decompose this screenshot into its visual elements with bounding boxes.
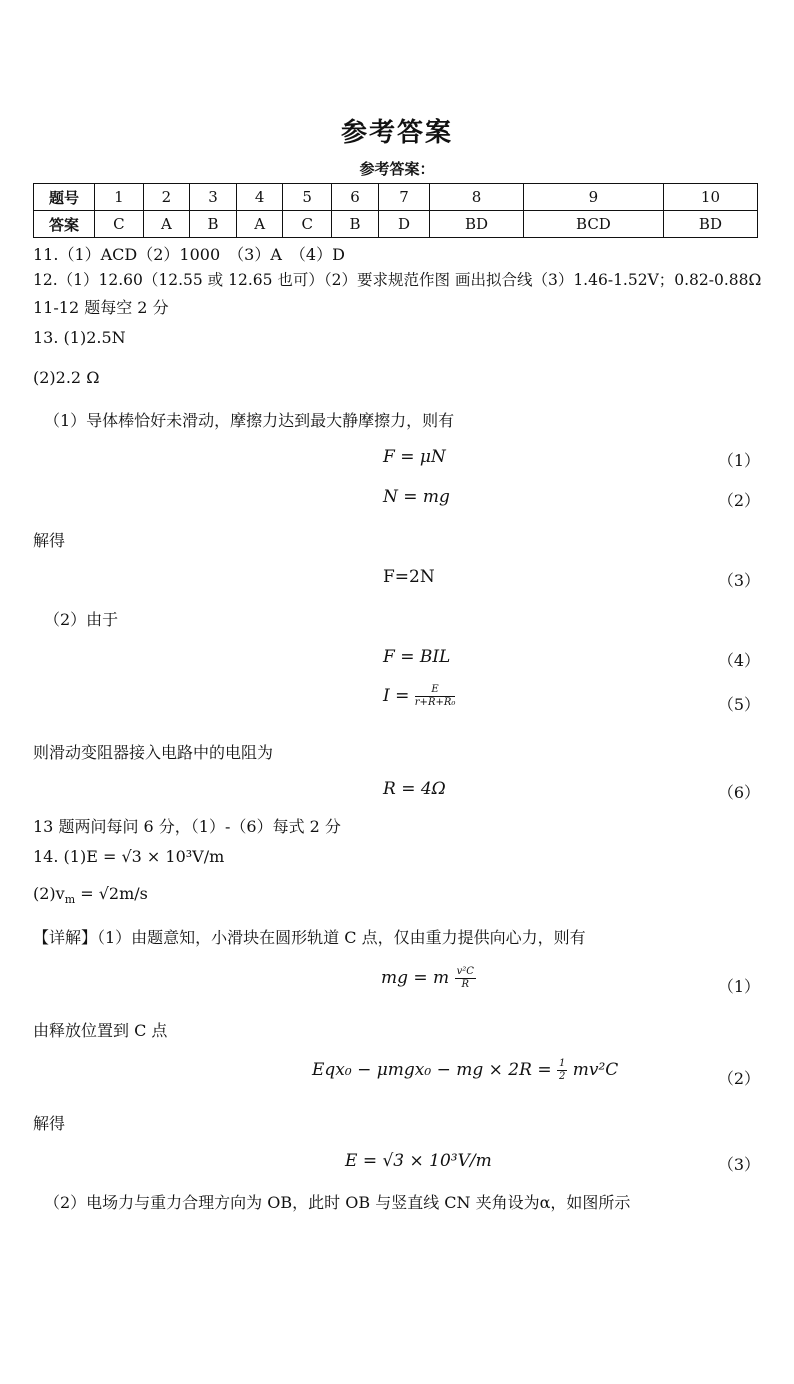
solve-label: 解得 [33, 531, 66, 550]
equation: F=2N [383, 567, 435, 587]
equation: E = √3 × 10³V/m [345, 1151, 492, 1171]
solution-text: 则滑动变阻器接入电路中的电阻为 [33, 743, 274, 762]
table-cell: 7 [379, 184, 430, 211]
row-header-answer: 答案 [34, 211, 95, 238]
table-cell: 1 [95, 184, 144, 211]
table-cell: BD [429, 211, 523, 238]
table-cell: C [283, 211, 332, 238]
fraction-denominator: R [461, 979, 470, 990]
equation-left: I = [383, 686, 410, 706]
answer-table [33, 183, 758, 238]
solution-text: （1）导体棒恰好未滑动，摩擦力达到最大静摩擦力，则有 [44, 411, 455, 430]
table-cell: A [143, 211, 189, 238]
equation-fraction [312, 1058, 618, 1083]
table-cell: 2 [143, 184, 189, 211]
equation-number: （1） [717, 977, 760, 996]
table-cell: 5 [283, 184, 332, 211]
solution-text: （2）电场力与重力合理方向为 OB，此时 OB 与竖直线 CN 夹角设为α，如图所示 [44, 1193, 631, 1212]
table-cell: B [190, 211, 237, 238]
equation-number: （2） [717, 1069, 760, 1088]
equation-number: （1） [717, 451, 760, 470]
solve-label: 解得 [33, 1114, 66, 1133]
fraction [415, 684, 456, 709]
score-note-q13: 13 题两问每问 6 分，（1）-（6）每式 2 分 [33, 817, 341, 836]
equation: F = BIL [383, 647, 451, 667]
equation-fraction [381, 966, 476, 991]
table-cell: 6 [332, 184, 379, 211]
table-cell: 4 [237, 184, 283, 211]
velocity-value: = √2m/s [75, 884, 148, 903]
equation-number: （4） [717, 651, 760, 670]
solution-text: 由释放位置到 C 点 [33, 1021, 168, 1040]
row-header-number: 题号 [34, 184, 95, 211]
equation-left: mg = m [381, 968, 450, 988]
fraction-numerator: E [415, 684, 456, 697]
table-cell: B [332, 211, 379, 238]
page-subtitle: 参考答案： [359, 160, 435, 178]
table-row-answers [34, 211, 758, 238]
answer-line-q14-2 [33, 884, 148, 906]
fraction-numerator: 1 [558, 1058, 566, 1069]
answer-line-q14-1: 14. (1)E = √3 × 10³V/m [33, 847, 225, 866]
fraction-denominator: 2 [558, 1071, 566, 1082]
velocity-symbol: (2)v [33, 884, 65, 903]
table-cell: A [237, 211, 283, 238]
table-cell: C [95, 211, 144, 238]
fraction-denominator: r+R+R₀ [414, 697, 456, 708]
equation-left: Eqx₀ − μmgx₀ − mg × 2R = [312, 1060, 552, 1080]
fraction [455, 966, 476, 991]
table-cell: D [379, 211, 430, 238]
equation: F = μN [383, 447, 446, 467]
answer-line-q13-1: 13. (1)2.5N [33, 328, 126, 347]
table-cell: 8 [429, 184, 523, 211]
answer-line-q12: 12.（1）12.60（12.55 或 12.65 也可）（2）要求规范作图 画出拟合线（3）1.46-1.52V；0.82-0.88Ω [33, 271, 762, 289]
equation: N = mg [383, 487, 450, 507]
solution-text: （2）由于 [44, 610, 119, 629]
equation: R = 4Ω [383, 779, 446, 799]
table-cell: 3 [190, 184, 237, 211]
score-note-q11-12: 11-12 题每空 2 分 [33, 298, 169, 317]
equation-number: （5） [717, 695, 760, 714]
equation-number: （3） [717, 1155, 760, 1174]
table-cell: BCD [523, 211, 663, 238]
equation-fraction [383, 684, 455, 709]
table-cell: BD [663, 211, 757, 238]
detail-text: 【详解】（1）由题意知，小滑块在圆形轨道 C 点，仅由重力提供向心力，则有 [33, 928, 586, 947]
fraction-numerator: v²C [456, 966, 474, 977]
equation-right: mv²C [572, 1060, 619, 1080]
equation-number: （2） [717, 491, 760, 510]
table-cell: 9 [523, 184, 663, 211]
equation-number: （6） [717, 783, 760, 802]
table-row-numbers [34, 184, 758, 211]
velocity-subscript: m [64, 893, 76, 907]
answer-line-q13-2: (2)2.2 Ω [33, 368, 100, 387]
table-cell: 10 [663, 184, 757, 211]
equation-number: （3） [717, 571, 760, 590]
page-title: 参考答案 [340, 118, 453, 148]
answer-line-q11: 11.（1）ACD（2）1000 （3）A （4）D [33, 245, 345, 264]
fraction [557, 1058, 567, 1083]
